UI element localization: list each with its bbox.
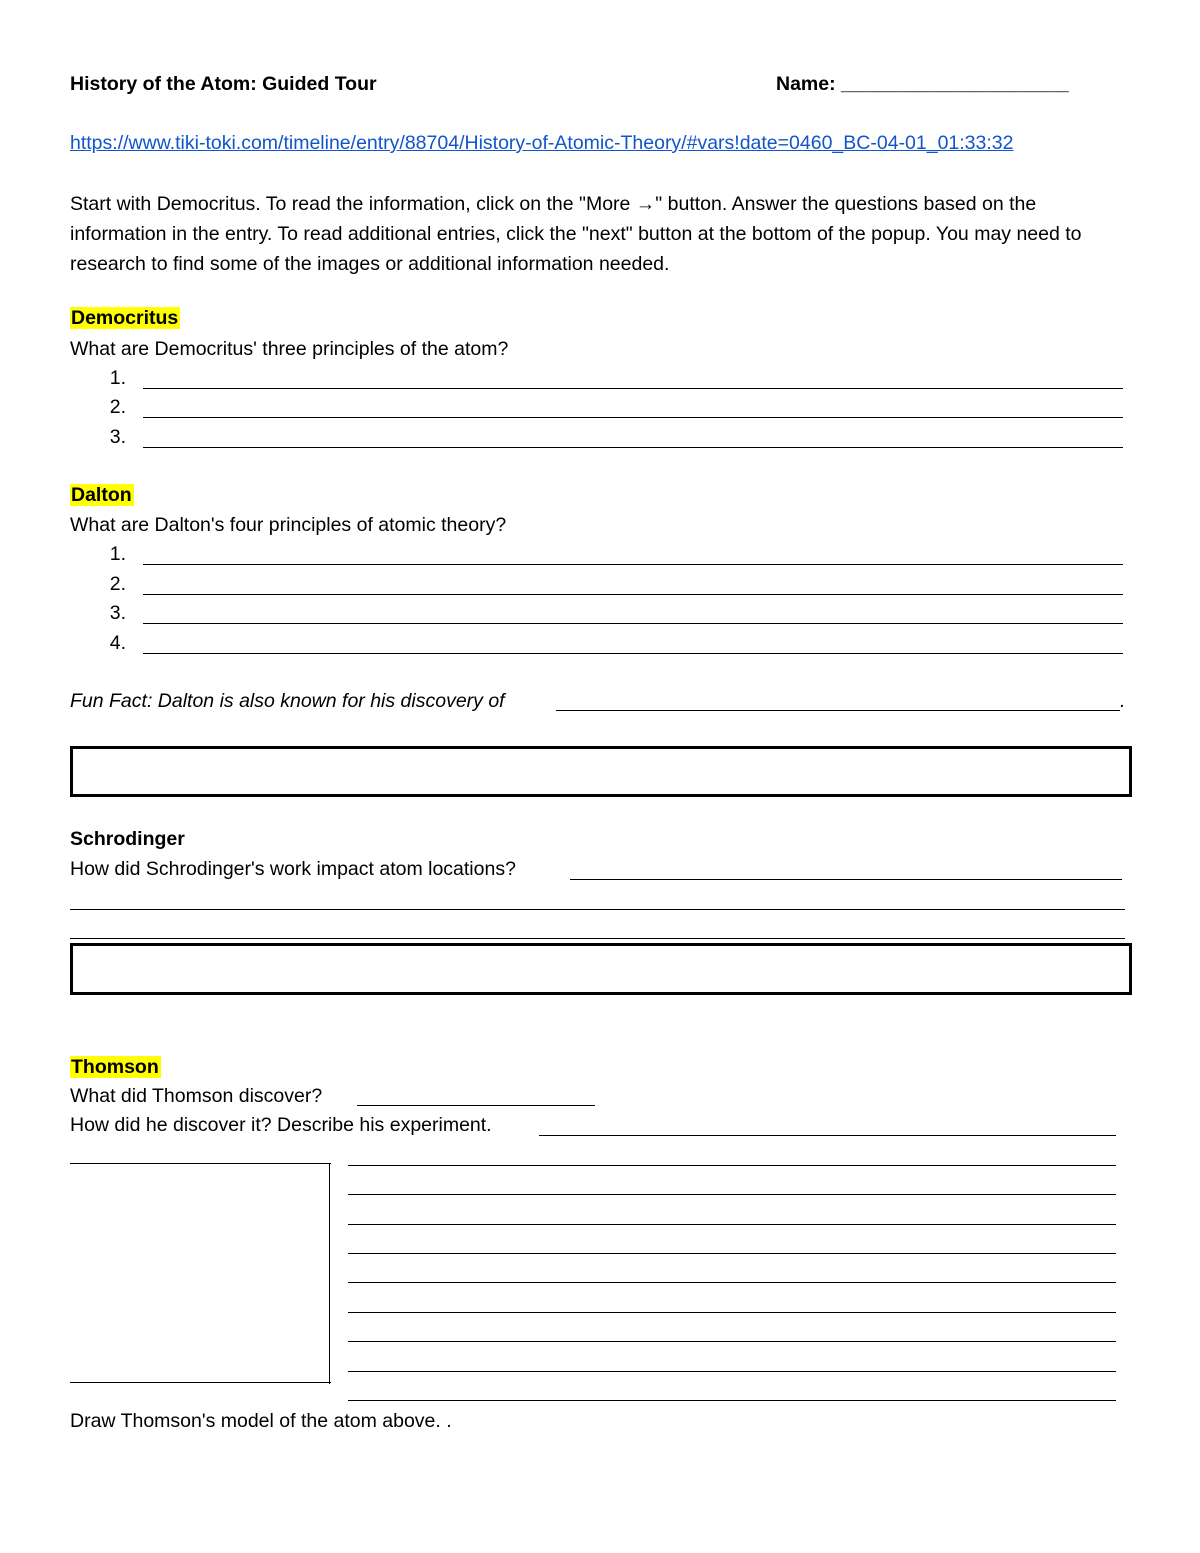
thomson-heading [70,1056,161,1079]
thomson-question-2: How did he discover it? Describe his experiment. [70,1114,492,1136]
democritus-question: What are Democritus' three principles of the atom? [70,338,509,360]
dalton-heading-text: Dalton [71,484,132,506]
democritus-heading [70,307,180,330]
democritus-heading-text: Democritus [71,307,179,329]
democritus-answer-line-2[interactable] [143,417,1123,418]
thomson-experiment-line-1[interactable] [348,1165,1116,1166]
thomson-drawing-top-line [70,1163,331,1164]
thomson-drawing-area[interactable] [72,1166,327,1380]
dalton-answer-line-2[interactable] [143,594,1123,595]
schrodinger-answer-line-2[interactable] [70,909,1125,910]
thomson-experiment-line-8[interactable] [348,1371,1116,1372]
schrodinger-heading: Schrodinger [70,828,185,850]
thomson-experiment-line-9[interactable] [348,1400,1116,1401]
thomson-experiment-line-5[interactable] [348,1282,1116,1283]
democritus-answer-line-1[interactable] [143,388,1123,389]
thomson-experiment-line-3[interactable] [348,1224,1116,1225]
dalton-fun-fact: Fun Fact: Dalton is also known for his discovery of [70,690,505,712]
schrodinger-answer-line-1[interactable] [570,879,1122,880]
name-label: Name: _____________________ [776,73,1069,95]
empty-answer-box-1[interactable] [70,746,1132,797]
dalton-answer-line-4[interactable] [143,653,1123,654]
thomson-drawing-right-line [329,1163,330,1384]
timeline-link[interactable]: https://www.tiki-toki.com/timeline/entry/88704/History-of-Atomic-Theory/#vars!date=0460_BC-04-01_01:33:32 [70,132,1014,154]
schrodinger-question: How did Schrodinger's work impact atom locations? [70,858,516,880]
dalton-answer-line-1[interactable] [143,564,1123,565]
dalton-fun-fact-line[interactable] [556,710,1120,711]
thomson-discover-line[interactable] [357,1105,595,1106]
dalton-number-2: 2. [109,573,126,595]
thomson-experiment-line-0[interactable] [539,1135,1116,1136]
thomson-heading-text: Thomson [71,1056,159,1078]
page-title: History of the Atom: Guided Tour [70,73,377,95]
dalton-heading [70,484,134,507]
schrodinger-answer-line-3[interactable] [70,938,1125,939]
dalton-answer-line-3[interactable] [143,623,1123,624]
democritus-number-2: 2. [109,396,126,418]
thomson-experiment-line-7[interactable] [348,1341,1116,1342]
thomson-experiment-line-2[interactable] [348,1194,1116,1195]
thomson-draw-caption: Draw Thomson's model of the atom above. . [70,1410,452,1432]
democritus-answer-line-3[interactable] [143,447,1123,448]
dalton-number-3: 3. [109,602,126,624]
democritus-number-3: 3. [109,426,126,448]
thomson-question-1: What did Thomson discover? [70,1085,323,1107]
thomson-experiment-line-4[interactable] [348,1253,1116,1254]
thomson-drawing-bottom-line [70,1382,331,1383]
dalton-fun-fact-period: . [1120,690,1126,712]
instructions-paragraph: Start with Democritus. To read the information, click on the "More →" button. Answer the questions based on the information in the entry. To read additional entries, click the "next" button at the bottom of the popup. You may need to research to find some of the images or additional information needed. [70,193,1082,275]
empty-answer-box-2[interactable] [70,943,1132,995]
dalton-number-4: 4. [109,632,126,654]
thomson-experiment-line-6[interactable] [348,1312,1116,1313]
dalton-number-1: 1. [109,543,126,565]
dalton-question: What are Dalton's four principles of atomic theory? [70,514,507,536]
democritus-number-1: 1. [109,367,126,389]
